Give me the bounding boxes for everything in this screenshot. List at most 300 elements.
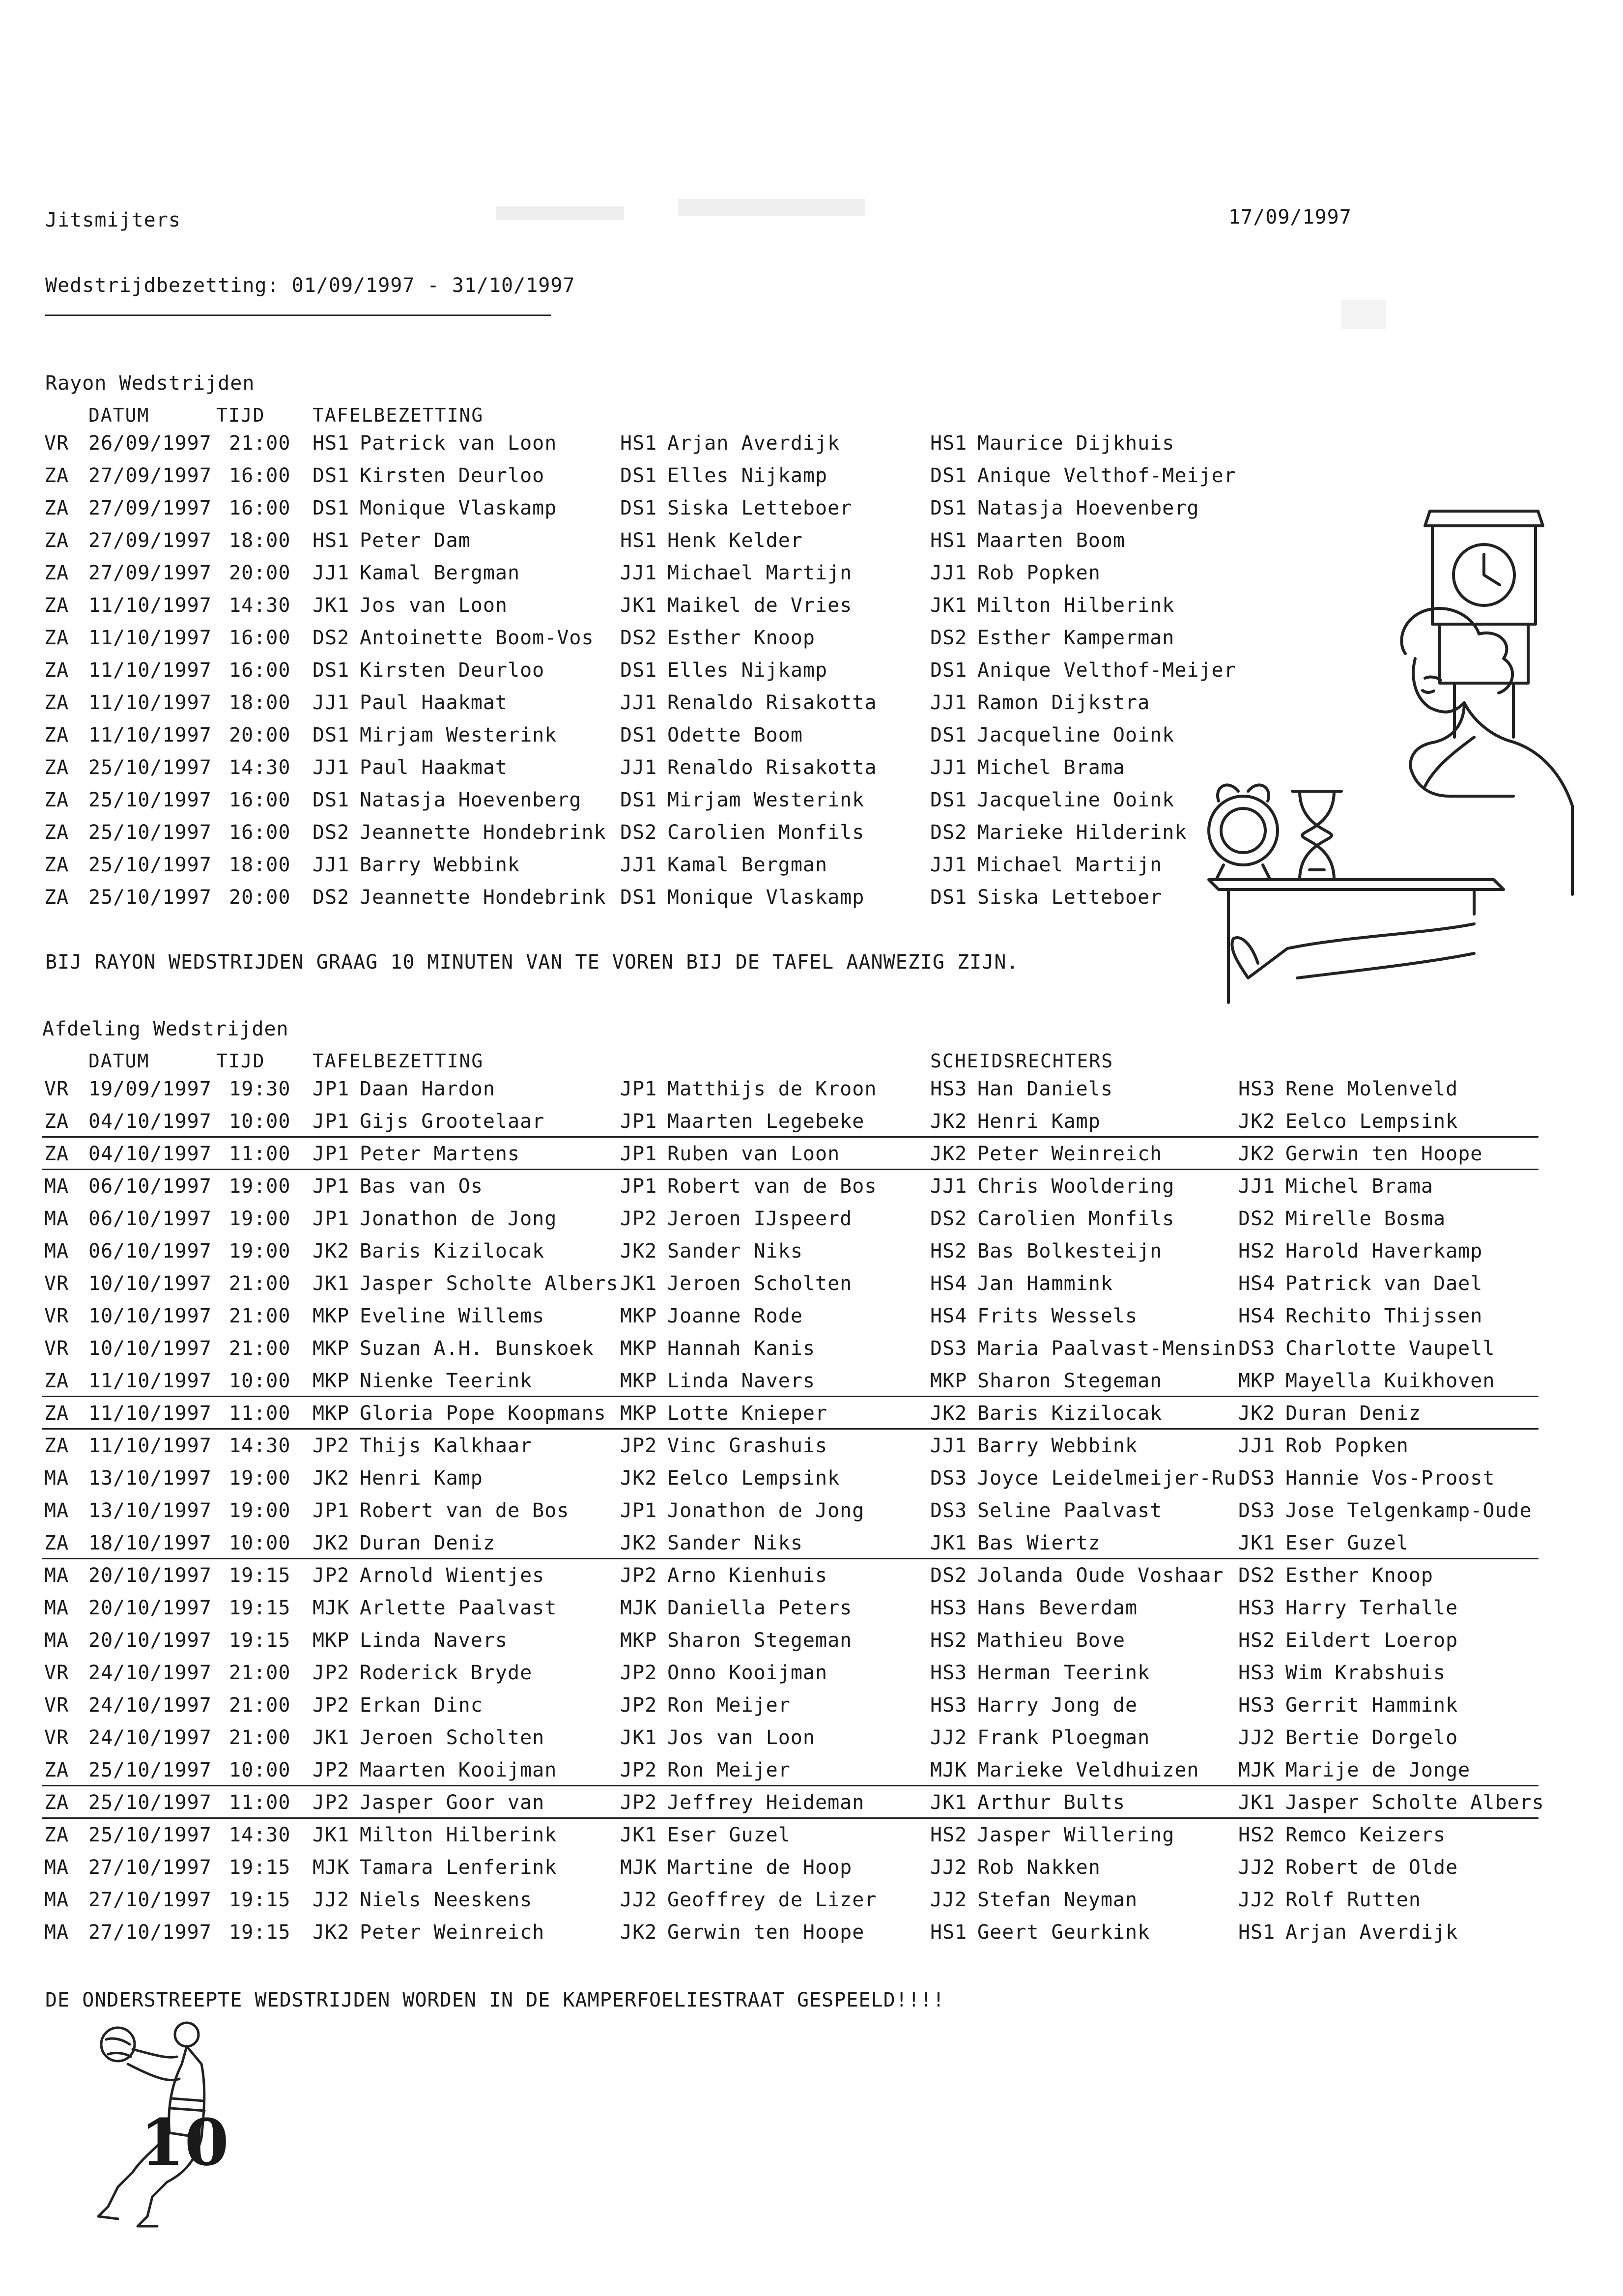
cell-t1c: JP1 [313,1207,350,1230]
cell-t3n: Jacqueline Ooink [977,724,1175,746]
cell-time: 18:00 [229,529,291,552]
cell-date: 24/10/1997 [88,1726,212,1749]
cell-day: MA [44,1467,69,1490]
cell-day: MA [44,1564,69,1587]
table-row [0,1300,1623,1333]
table-row [0,1106,1623,1138]
cell-t1n: Maarten Kooijman [360,1759,557,1781]
cell-t2c: JK2 [620,1921,657,1944]
cell-s1c: DS2 [930,1564,968,1587]
cell-t1c: JK2 [313,1921,350,1944]
cell-s1n: Frits Wessels [977,1305,1138,1327]
cell-s2n: Jasper Scholte Albers [1285,1791,1544,1814]
cell-t1c: JK2 [313,1467,350,1490]
cell-s1n: Henri Kamp [977,1110,1101,1133]
table-row [0,1365,1623,1398]
cell-s2n: Charlotte Vaupell [1285,1337,1495,1360]
cell-s2n: Esther Knoop [1285,1564,1433,1587]
cell-s1n: Harry Jong de [977,1694,1138,1717]
cell-s2c: DS2 [1238,1207,1276,1230]
cell-t2n: Jeroen Scholten [667,1272,853,1295]
cell-t3c: JJ1 [930,691,968,714]
cell-t2n: Martine de Hoop [667,1856,853,1879]
cell-t2n: Mirjam Westerink [667,789,865,811]
cell-t2c: DS2 [620,821,657,844]
cell-date: 04/10/1997 [88,1110,212,1133]
document-subtitle: Wedstrijdbezetting: 01/09/1997 - 31/10/1997 [45,274,575,297]
cell-time: 19:30 [229,1078,291,1100]
cell-t1c: JP1 [313,1110,350,1133]
cell-s2c: JK1 [1238,1791,1276,1814]
venue-underline [42,1817,1538,1819]
cell-s2c: MJK [1238,1759,1276,1781]
cell-t2c: MKP [620,1370,657,1392]
cell-s1c: JK1 [930,1791,968,1814]
cell-t3n: Anique Velthof-Meijer [977,464,1236,487]
table-row [0,1073,1623,1106]
cell-t1c: JP1 [313,1143,350,1165]
cell-t2c: DS2 [620,627,657,649]
table-row [0,1560,1623,1592]
cell-t2n: Carolien Monfils [667,821,865,844]
cell-s1n: Geert Geurkink [977,1921,1150,1944]
cell-t2c: JK2 [620,1532,657,1554]
table-row [0,1625,1623,1657]
cell-t3c: DS2 [930,821,968,844]
cell-s2n: Hannie Vos-Proost [1285,1467,1495,1490]
cell-t2c: JP1 [620,1078,657,1100]
cell-t1n: Mirjam Westerink [360,724,557,746]
cell-day: VR [44,1662,69,1684]
cell-day: MA [44,1921,69,1944]
cell-date: 25/10/1997 [88,886,212,909]
cell-date: 27/10/1997 [88,1921,212,1944]
cell-t2c: JP2 [620,1694,657,1717]
cell-time: 20:00 [229,886,291,909]
cell-day: ZA [44,659,69,682]
cell-t1c: JP1 [313,1175,350,1198]
cell-date: 04/10/1997 [88,1143,212,1165]
cell-date: 27/10/1997 [88,1889,212,1911]
cell-t2n: Lotte Knieper [667,1402,828,1425]
cell-t1n: Peter Weinreich [360,1921,545,1944]
cell-day: VR [44,1305,69,1327]
cell-s1c: MKP [930,1370,968,1392]
club-name: Jitsmijters [45,209,181,231]
cell-s1c: DS3 [930,1467,968,1490]
cell-t1n: Gloria Pope Koopmans [360,1402,606,1425]
cell-day: ZA [44,691,69,714]
cell-s1n: Carolien Monfils [977,1207,1175,1230]
cell-day: ZA [44,724,69,746]
cell-t1c: DS1 [313,724,350,746]
cell-s2n: Arjan Averdijk [1285,1921,1458,1944]
cell-date: 25/10/1997 [88,1759,212,1781]
cell-t2n: Renaldo Risakotta [667,756,877,779]
cell-t3c: HS1 [930,529,968,552]
cell-day: ZA [44,1791,69,1814]
cell-t2c: JJ2 [620,1889,657,1911]
cell-s1n: Sharon Stegeman [977,1370,1163,1392]
cell-time: 16:00 [229,659,291,682]
cell-t1c: JK1 [313,1726,350,1749]
cell-day: ZA [44,1532,69,1554]
cell-t1c: MKP [313,1370,350,1392]
cell-t2n: Arno Kienhuis [667,1564,828,1587]
cell-day: ZA [44,1402,69,1425]
cell-t2c: JK1 [620,1272,657,1295]
cell-date: 11/10/1997 [88,594,212,617]
cell-s1n: Herman Teerink [977,1662,1150,1684]
cell-t3c: JJ1 [930,756,968,779]
cell-s1c: HS3 [930,1662,968,1684]
cell-s1c: JK2 [930,1143,968,1165]
cell-t1n: Henri Kamp [360,1467,483,1490]
table-row [0,1787,1623,1819]
cell-t2n: Jeffrey Heideman [667,1791,865,1814]
cell-date: 27/09/1997 [88,562,212,584]
afdeling-col-tafel: TAFELBEZETTING [313,1050,484,1072]
cell-s1n: Barry Webbink [977,1435,1138,1457]
cell-day: MA [44,1175,69,1198]
cell-time: 19:15 [229,1856,291,1879]
cell-t1c: JP2 [313,1791,350,1814]
cell-time: 18:00 [229,854,291,876]
cell-t2n: Maikel de Vries [667,594,853,617]
cell-t2n: Matthijs de Kroon [667,1078,877,1100]
cell-t2c: JK1 [620,1824,657,1846]
cell-t1c: JP2 [313,1694,350,1717]
cell-date: 06/10/1997 [88,1175,212,1198]
cell-time: 21:00 [229,1694,291,1717]
cell-t1c: MKP [313,1629,350,1652]
cell-s2c: HS1 [1238,1921,1276,1944]
cell-time: 11:00 [229,1143,291,1165]
cell-t2c: JP1 [620,1175,657,1198]
cell-time: 19:00 [229,1467,291,1490]
cell-s1c: HS3 [930,1597,968,1619]
cell-t2c: JJ1 [620,691,657,714]
cell-t1n: Kirsten Deurloo [360,659,545,682]
cell-s2c: DS3 [1238,1499,1276,1522]
cell-t2c: JP2 [620,1564,657,1587]
cell-t3n: Maarten Boom [977,529,1125,552]
cell-time: 20:00 [229,562,291,584]
cell-date: 24/10/1997 [88,1694,212,1717]
venue-underline [42,1785,1538,1786]
cell-t2n: Robert van de Bos [667,1175,877,1198]
cell-t2c: HS1 [620,432,657,455]
cell-time: 19:15 [229,1921,291,1944]
cell-s1n: Rob Nakken [977,1856,1101,1879]
rayon-col-tijd: TIJD [216,404,265,426]
cell-t1n: Barry Webbink [360,854,520,876]
venue-underline [42,1136,1538,1138]
cell-t3n: Marieke Hilderink [977,821,1187,844]
cell-day: ZA [44,1143,69,1165]
cell-t1n: Bas van Os [360,1175,483,1198]
cell-t2c: MKP [620,1629,657,1652]
cell-t2n: Daniella Peters [667,1597,853,1619]
rayon-col-datum: DATUM [88,404,150,426]
cell-day: ZA [44,1370,69,1392]
cell-t2n: Gerwin ten Hoope [667,1921,865,1944]
cell-s1n: Chris Wooldering [977,1175,1175,1198]
cell-day: MA [44,1856,69,1879]
cell-s2n: Rob Popken [1285,1435,1409,1457]
cell-day: MA [44,1207,69,1230]
cell-s1n: Arthur Bults [977,1791,1125,1814]
cell-day: MA [44,1629,69,1652]
rayon-note: BIJ RAYON WEDSTRIJDEN GRAAG 10 MINUTEN VAN TE VOREN BIJ DE TAFEL AANWEZIG ZIJN. [45,951,1019,974]
cell-t3c: DS1 [930,464,968,487]
cell-time: 10:00 [229,1110,291,1133]
cell-t3c: DS1 [930,886,968,909]
cell-t2n: Odette Boom [667,724,803,746]
cell-time: 14:30 [229,756,291,779]
cell-t2c: MKP [620,1402,657,1425]
cell-s2c: HS2 [1238,1240,1276,1263]
cell-day: ZA [44,756,69,779]
afdeling-section-title: Afdeling Wedstrijden [42,1018,289,1040]
cell-t1n: Jasper Goor van [360,1791,545,1814]
cell-time: 10:00 [229,1370,291,1392]
cell-t2c: DS1 [620,886,657,909]
cell-s1c: HS3 [930,1078,968,1100]
table-row [0,1333,1623,1365]
cell-s2c: DS3 [1238,1467,1276,1490]
cell-t2n: Ron Meijer [667,1759,791,1781]
cell-t2n: Elles Nijkamp [667,659,828,682]
cell-s1n: Baris Kizilocak [977,1402,1163,1425]
cell-s2n: Rene Molenveld [1285,1078,1458,1100]
afdeling-col-datum: DATUM [88,1050,150,1072]
cell-time: 19:15 [229,1597,291,1619]
cell-time: 16:00 [229,627,291,649]
cell-date: 27/09/1997 [88,497,212,519]
cell-s2n: Mirelle Bosma [1285,1207,1446,1230]
cell-date: 20/10/1997 [88,1564,212,1587]
cell-date: 25/10/1997 [88,1824,212,1846]
cell-date: 06/10/1997 [88,1240,212,1263]
cell-t1c: DS1 [313,789,350,811]
afdeling-col-tijd: TIJD [216,1050,265,1072]
cell-t2c: JK2 [620,1240,657,1263]
cell-t2n: Ruben van Loon [667,1143,840,1165]
table-row [0,1527,1623,1560]
cell-day: VR [44,1694,69,1717]
cell-s2c: DS3 [1238,1337,1276,1360]
cell-t2c: DS1 [620,789,657,811]
cell-t1c: JK1 [313,1272,350,1295]
cell-s1n: Jolanda Oude Voshaar [977,1564,1224,1587]
cell-day: VR [44,1272,69,1295]
afdeling-col-scheids: SCHEIDSRECHTERS [930,1050,1114,1072]
cell-date: 10/10/1997 [88,1337,212,1360]
table-row [0,428,1623,460]
cell-s1n: Bas Bolkesteijn [977,1240,1163,1263]
cell-s2c: HS4 [1238,1272,1276,1295]
cell-day: ZA [44,1759,69,1781]
table-row [0,1398,1623,1430]
cell-s2n: Eser Guzel [1285,1532,1409,1554]
cell-t2c: JK2 [620,1467,657,1490]
cell-time: 18:00 [229,691,291,714]
cell-t1n: Daan Hardon [360,1078,495,1100]
cell-t3c: DS1 [930,659,968,682]
cell-t1c: JJ1 [313,854,350,876]
table-row [0,1754,1623,1787]
cell-t2c: JP1 [620,1499,657,1522]
cell-time: 14:30 [229,594,291,617]
cell-date: 27/10/1997 [88,1856,212,1879]
cell-s2c: JJ2 [1238,1726,1276,1749]
cell-t1c: DS2 [313,821,350,844]
cell-s2n: Jose Telgenkamp-Oude [1285,1499,1532,1522]
cell-date: 11/10/1997 [88,691,212,714]
cell-date: 13/10/1997 [88,1499,212,1522]
table-row [0,1235,1623,1268]
venue-underline [42,1169,1538,1170]
cell-s2c: HS3 [1238,1662,1276,1684]
cell-t2n: Henk Kelder [667,529,803,552]
cell-t3n: Esther Kamperman [977,627,1175,649]
cell-s1c: HS3 [930,1694,968,1717]
cell-t1n: Linda Navers [360,1629,508,1652]
cell-t1c: HS1 [313,432,350,455]
cell-s1c: HS4 [930,1272,968,1295]
cell-t2c: DS1 [620,659,657,682]
cell-s2n: Gerwin ten Hoope [1285,1143,1483,1165]
cell-s2c: JK2 [1238,1402,1276,1425]
cell-t2c: JP2 [620,1791,657,1814]
cell-s1c: JJ1 [930,1175,968,1198]
cell-s2c: JJ2 [1238,1856,1276,1879]
table-row [0,1171,1623,1203]
cell-t2c: JP2 [620,1435,657,1457]
cell-day: MA [44,1889,69,1911]
cell-time: 14:30 [229,1435,291,1457]
cell-t3c: DS1 [930,497,968,519]
venue-underline [42,1558,1538,1559]
cell-t2n: Jonathon de Jong [667,1499,865,1522]
cell-s2c: HS2 [1238,1824,1276,1846]
cell-date: 26/09/1997 [88,432,212,455]
cell-t1n: Peter Martens [360,1143,520,1165]
venue-underline [42,1428,1538,1430]
cell-t1n: Paul Haakmat [360,691,508,714]
cell-t2n: Sharon Stegeman [667,1629,853,1652]
scan-speck [496,206,624,220]
cell-t3n: Michael Martijn [977,854,1163,876]
cell-t2n: Elles Nijkamp [667,464,828,487]
cell-t1c: JJ1 [313,691,350,714]
cell-s1n: Seline Paalvast [977,1499,1163,1522]
cell-t1n: Erkan Dinc [360,1694,483,1717]
cell-time: 21:00 [229,1662,291,1684]
cell-t2n: Esther Knoop [667,627,815,649]
cell-t2c: MKP [620,1305,657,1327]
cell-s2n: Eildert Loerop [1285,1629,1458,1652]
cell-s2n: Rolf Rutten [1285,1889,1421,1911]
cell-s2c: HS3 [1238,1078,1276,1100]
cell-day: VR [44,432,69,455]
table-row [0,1722,1623,1754]
cell-t1n: Kamal Bergman [360,562,520,584]
cell-t1c: MJK [313,1597,350,1619]
cell-t1c: DS2 [313,886,350,909]
cell-t2c: JP1 [620,1143,657,1165]
cell-s1n: Bas Wiertz [977,1532,1101,1554]
cell-t1n: Roderick Bryde [360,1662,533,1684]
cell-date: 20/10/1997 [88,1597,212,1619]
cell-date: 25/10/1997 [88,854,212,876]
table-row [0,1268,1623,1300]
cell-s1c: JK2 [930,1402,968,1425]
cell-t3n: Milton Hilberink [977,594,1175,617]
cell-day: ZA [44,627,69,649]
cell-s1c: DS3 [930,1337,968,1360]
cell-t3c: DS1 [930,789,968,811]
cell-t2n: Geoffrey de Lizer [667,1889,877,1911]
cell-t3n: Maurice Dijkhuis [977,432,1175,455]
cell-t1c: MKP [313,1305,350,1327]
cell-t1c: DS1 [313,497,350,519]
cell-t3n: Rob Popken [977,562,1101,584]
cell-time: 19:00 [229,1175,291,1198]
cell-date: 11/10/1997 [88,1370,212,1392]
cell-s2n: Bertie Dorgelo [1285,1726,1458,1749]
cell-t1n: Arlette Paalvast [360,1597,557,1619]
cell-day: MA [44,1499,69,1522]
cell-s2n: Eelco Lempsink [1285,1110,1458,1133]
cell-day: ZA [44,854,69,876]
cell-date: 20/10/1997 [88,1629,212,1652]
cell-date: 27/09/1997 [88,464,212,487]
cell-t3c: DS1 [930,724,968,746]
cell-t2c: JK1 [620,594,657,617]
cell-t1c: JP1 [313,1078,350,1100]
cell-s2n: Marije de Jonge [1285,1759,1471,1781]
cell-day: ZA [44,594,69,617]
cell-s2c: JJ1 [1238,1175,1276,1198]
cell-t1n: Jeannette Hondebrink [360,886,606,909]
cell-s1c: JJ2 [930,1856,968,1879]
cell-t1n: Baris Kizilocak [360,1240,545,1263]
cell-day: ZA [44,821,69,844]
cell-t2c: DS1 [620,724,657,746]
cell-t1n: Natasja Hoevenberg [360,789,582,811]
cell-time: 20:00 [229,724,291,746]
cell-s1n: Stefan Neyman [977,1889,1138,1911]
afdeling-note: DE ONDERSTREEPTE WEDSTRIJDEN WORDEN IN DE KAMPERFOELIESTRAAT GESPEELD!!!! [45,1989,945,2011]
cell-t1c: JJ1 [313,562,350,584]
cell-date: 11/10/1997 [88,659,212,682]
cell-s1n: Hans Beverdam [977,1597,1138,1619]
cell-time: 19:00 [229,1240,291,1263]
cell-date: 19/09/1997 [88,1078,212,1100]
table-row [0,1657,1623,1690]
rayon-section-title: Rayon Wedstrijden [45,372,255,395]
cell-time: 19:15 [229,1629,291,1652]
cell-t2n: Monique Vlaskamp [667,886,865,909]
cell-s2n: Robert de Olde [1285,1856,1458,1879]
cell-time: 19:00 [229,1207,291,1230]
cell-s1c: JJ2 [930,1889,968,1911]
cell-day: MA [44,1597,69,1619]
cell-t1n: Arnold Wientjes [360,1564,545,1587]
cell-s2c: HS2 [1238,1629,1276,1652]
